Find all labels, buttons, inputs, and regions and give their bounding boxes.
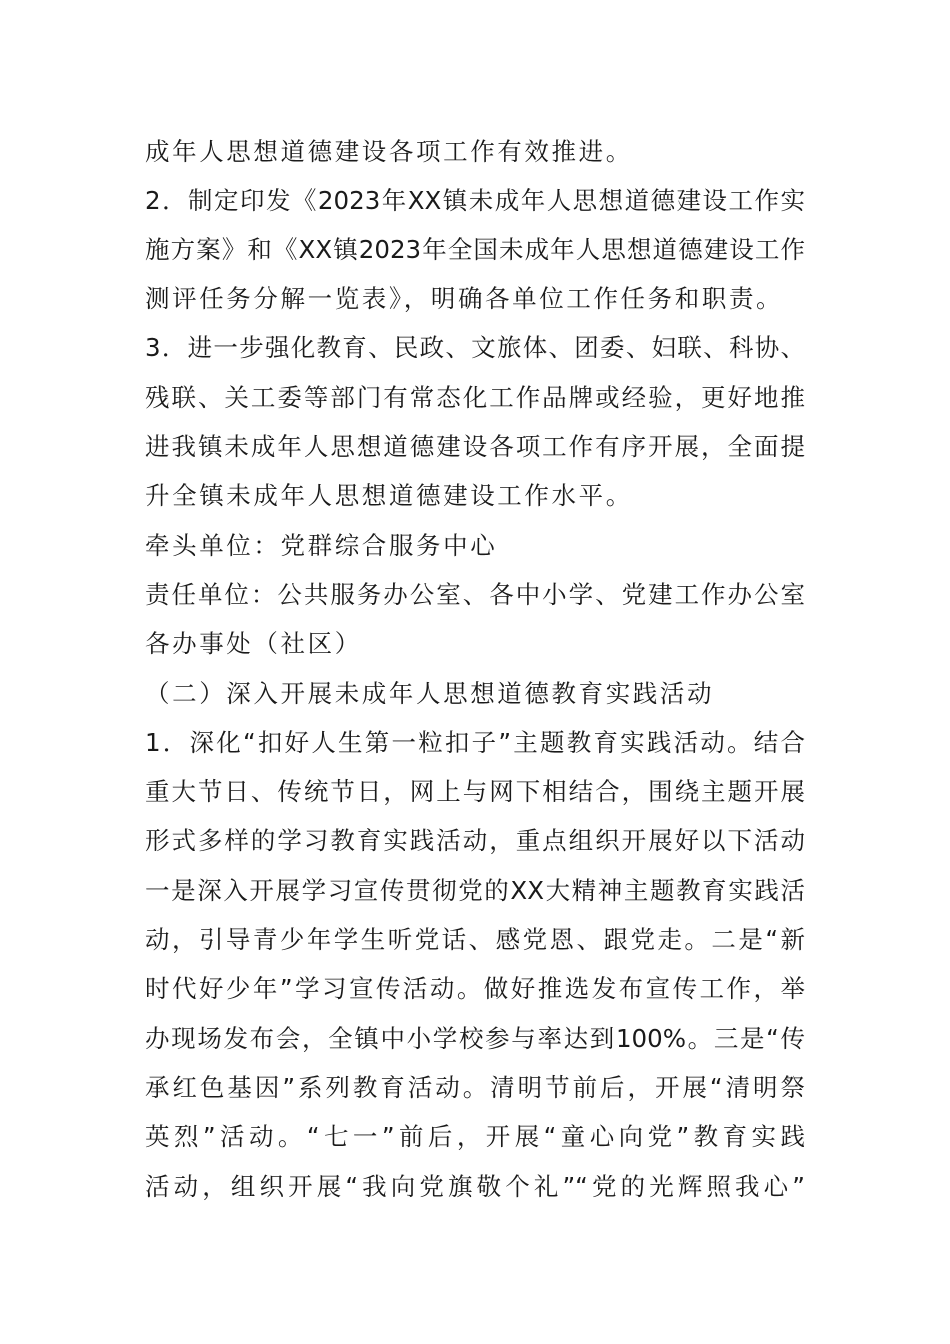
text-line: 动，引导青少年学生听党话、感党恩、跟党走。二是“新 — [145, 925, 805, 954]
text-line: 3．进一步强化教育、民政、文旅体、团委、妇联、科协、 — [145, 333, 805, 362]
responsible-unit-line: 责任单位：公共服务办公室、各中小学、党建工作办公室 — [145, 580, 805, 609]
text-line: 一是深入开展学习宣传贯彻党的XX大精神主题教育实践活 — [145, 876, 805, 905]
text-line: 各办事处（社区） — [145, 629, 362, 658]
text-line: 时代好少年”学习宣传活动。做好推选发布宣传工作，举 — [145, 974, 805, 1003]
text-line: 办现场发布会，全镇中小学校参与率达到100%。三是“传 — [145, 1024, 805, 1053]
text-line: 英烈”活动。“七一”前后，开展“童心向党”教育实践 — [145, 1122, 805, 1151]
text-line: 成年人思想道德建设各项工作有效推进。 — [145, 137, 633, 166]
lead-unit-line: 牵头单位：党群综合服务中心 — [145, 531, 498, 560]
text-line: 活动，组织开展“我向党旗敬个礼”“党的光辉照我心” — [145, 1172, 805, 1201]
text-line: 形式多样的学习教育实践活动，重点组织开展好以下活动 — [145, 826, 805, 855]
text-line: 升全镇未成年人思想道德建设工作水平。 — [145, 481, 633, 510]
text-line: 残联、关工委等部门有常态化工作品牌或经验，更好地推 — [145, 383, 805, 412]
text-line: 1．深化“扣好人生第一粒扣子”主题教育实践活动。结合 — [145, 728, 805, 757]
text-line: 2．制定印发《2023年XX镇未成年人思想道德建设工作实 — [145, 186, 805, 215]
text-line: 进我镇未成年人思想道德建设各项工作有序开展，全面提 — [145, 432, 805, 461]
section-heading: （二）深入开展未成年人思想道德教育实践活动 — [145, 679, 715, 708]
text-line: 重大节日、传统节日，网上与网下相结合，围绕主题开展 — [145, 777, 805, 806]
text-line: 施方案》和《XX镇2023年全国未成年人思想道德建设工作 — [145, 235, 805, 264]
text-line: 测评任务分解一览表》，明确各单位工作任务和职责。 — [145, 284, 784, 313]
text-line: 承红色基因”系列教育活动。清明节前后，开展“清明祭 — [145, 1073, 805, 1102]
